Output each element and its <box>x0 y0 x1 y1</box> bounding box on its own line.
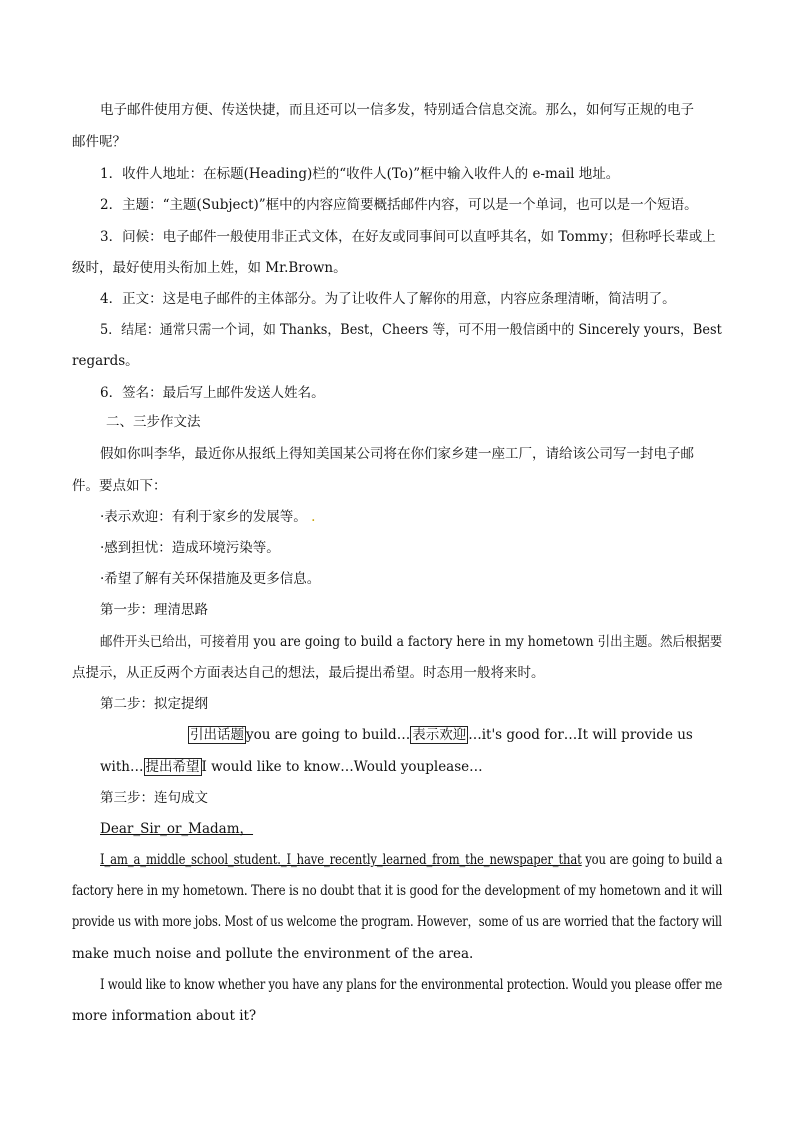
point-3-line-2: 级时，最好使用头衔加上姓，如 Mr.Brown。 <box>72 260 347 276</box>
outline-text-2: …it's good for…It will provide us <box>468 727 693 743</box>
section-2-heading: 二、三步作文法 <box>106 414 201 430</box>
task-line-2: 件。要点如下： <box>72 478 167 494</box>
outline-box-hope: 提出希望 <box>145 759 200 775</box>
step-1-title: 第一步：理清思路 <box>100 602 208 618</box>
outline-text-1: you are going to build… <box>246 727 411 743</box>
outline-line-1 <box>188 726 693 744</box>
letter-para-1-line-1 <box>100 851 722 869</box>
point-4: 4．正文：这是电子邮件的主体部分。为了让收件人了解你的用意，内容应条理清晰，简洁明了。 <box>100 291 676 307</box>
task-line-1: 假如你叫李华，最近你从报纸上得知美国某公司将在你们家乡建一座工厂，请给该公司写一封电子邮 <box>100 446 694 462</box>
outline-line-2 <box>100 758 483 776</box>
letter-salutation: Dear_Sir_or_Madam， <box>100 821 254 837</box>
requirement-3: ·希望了解有关环保措施及更多信息。 <box>100 571 321 587</box>
letter-para-2-line-2: more information about it? <box>72 1008 257 1024</box>
intro-line-1: 电子邮件使用方便、传送快捷，而且还可以一信多发，特别适合信息交流。那么，如何写正规的电子 <box>100 102 694 118</box>
step-1-line-1: 邮件开头已给出，可接着用 you are going to build a factory here in my hometown 引出主题。然后根据要 <box>100 634 723 650</box>
outline-text-4: I would like to know…Would youplease… <box>201 759 483 775</box>
letter-para-1-underlined: I_am_a_middle_school_student._I_have_recently_learned_from_the_newspaper_that <box>100 852 582 868</box>
point-2: 2．主题：“主题(Subject)”框中的内容应简要概括邮件内容，可以是一个单词，也可以是一个短语。 <box>100 197 698 213</box>
outline-box-welcome: 表示欢迎 <box>412 727 467 743</box>
letter-para-1-line-4: make much noise and pollute the environment of the area. <box>72 946 474 962</box>
requirement-2: ·感到担忧：造成环境污染等。 <box>100 540 280 556</box>
step-3-title: 第三步：连句成文 <box>100 790 208 806</box>
intro-line-2: 邮件呢？ <box>72 134 126 150</box>
letter-para-1-line-3: provide us with more jobs. Most of us welcome the program. However，some of us are worried that the factory will <box>72 914 722 930</box>
point-3-line-1: 3．问候：电子邮件一般使用非正式文体，在好友或同事间可以直呼其名，如 Tommy；但称呼长辈或上 <box>100 229 716 245</box>
step-2-title: 第二步：拟定提纲 <box>100 696 208 712</box>
point-6: 6．签名：最后写上邮件发送人姓名。 <box>100 385 325 401</box>
point-1: 1．收件人地址：在标题(Heading)栏的“收件人(To)”框中输入收件人的 e-mail 地址。 <box>100 166 620 182</box>
requirement-1-mark: . <box>311 509 316 525</box>
outline-text-3: with… <box>100 759 144 775</box>
letter-para-1-rest: you are going to build a <box>581 852 723 868</box>
step-1-line-2: 点提示，从正反两个方面表达自己的想法，最后提出希望。时态用一般将来时。 <box>72 665 545 681</box>
requirement-1-text: ·表示欢迎：有利于家乡的发展等。 <box>100 509 307 525</box>
requirement-1 <box>100 508 315 526</box>
letter-para-1-line-2: factory here in my hometown. There is no doubt that it is good for the development of my hometown and it will <box>72 883 723 899</box>
outline-box-topic: 引出话题 <box>190 727 244 743</box>
point-5-line-2: regards。 <box>72 353 139 369</box>
letter-para-2-line-1: I would like to know whether you have any plans for the environmental protection. Would you please offer me <box>100 977 723 993</box>
point-5-line-1: 5．结尾：通常只需一个词，如 Thanks，Best，Cheers 等，可不用一般信函中的 Sincerely yours，Best <box>100 322 722 338</box>
